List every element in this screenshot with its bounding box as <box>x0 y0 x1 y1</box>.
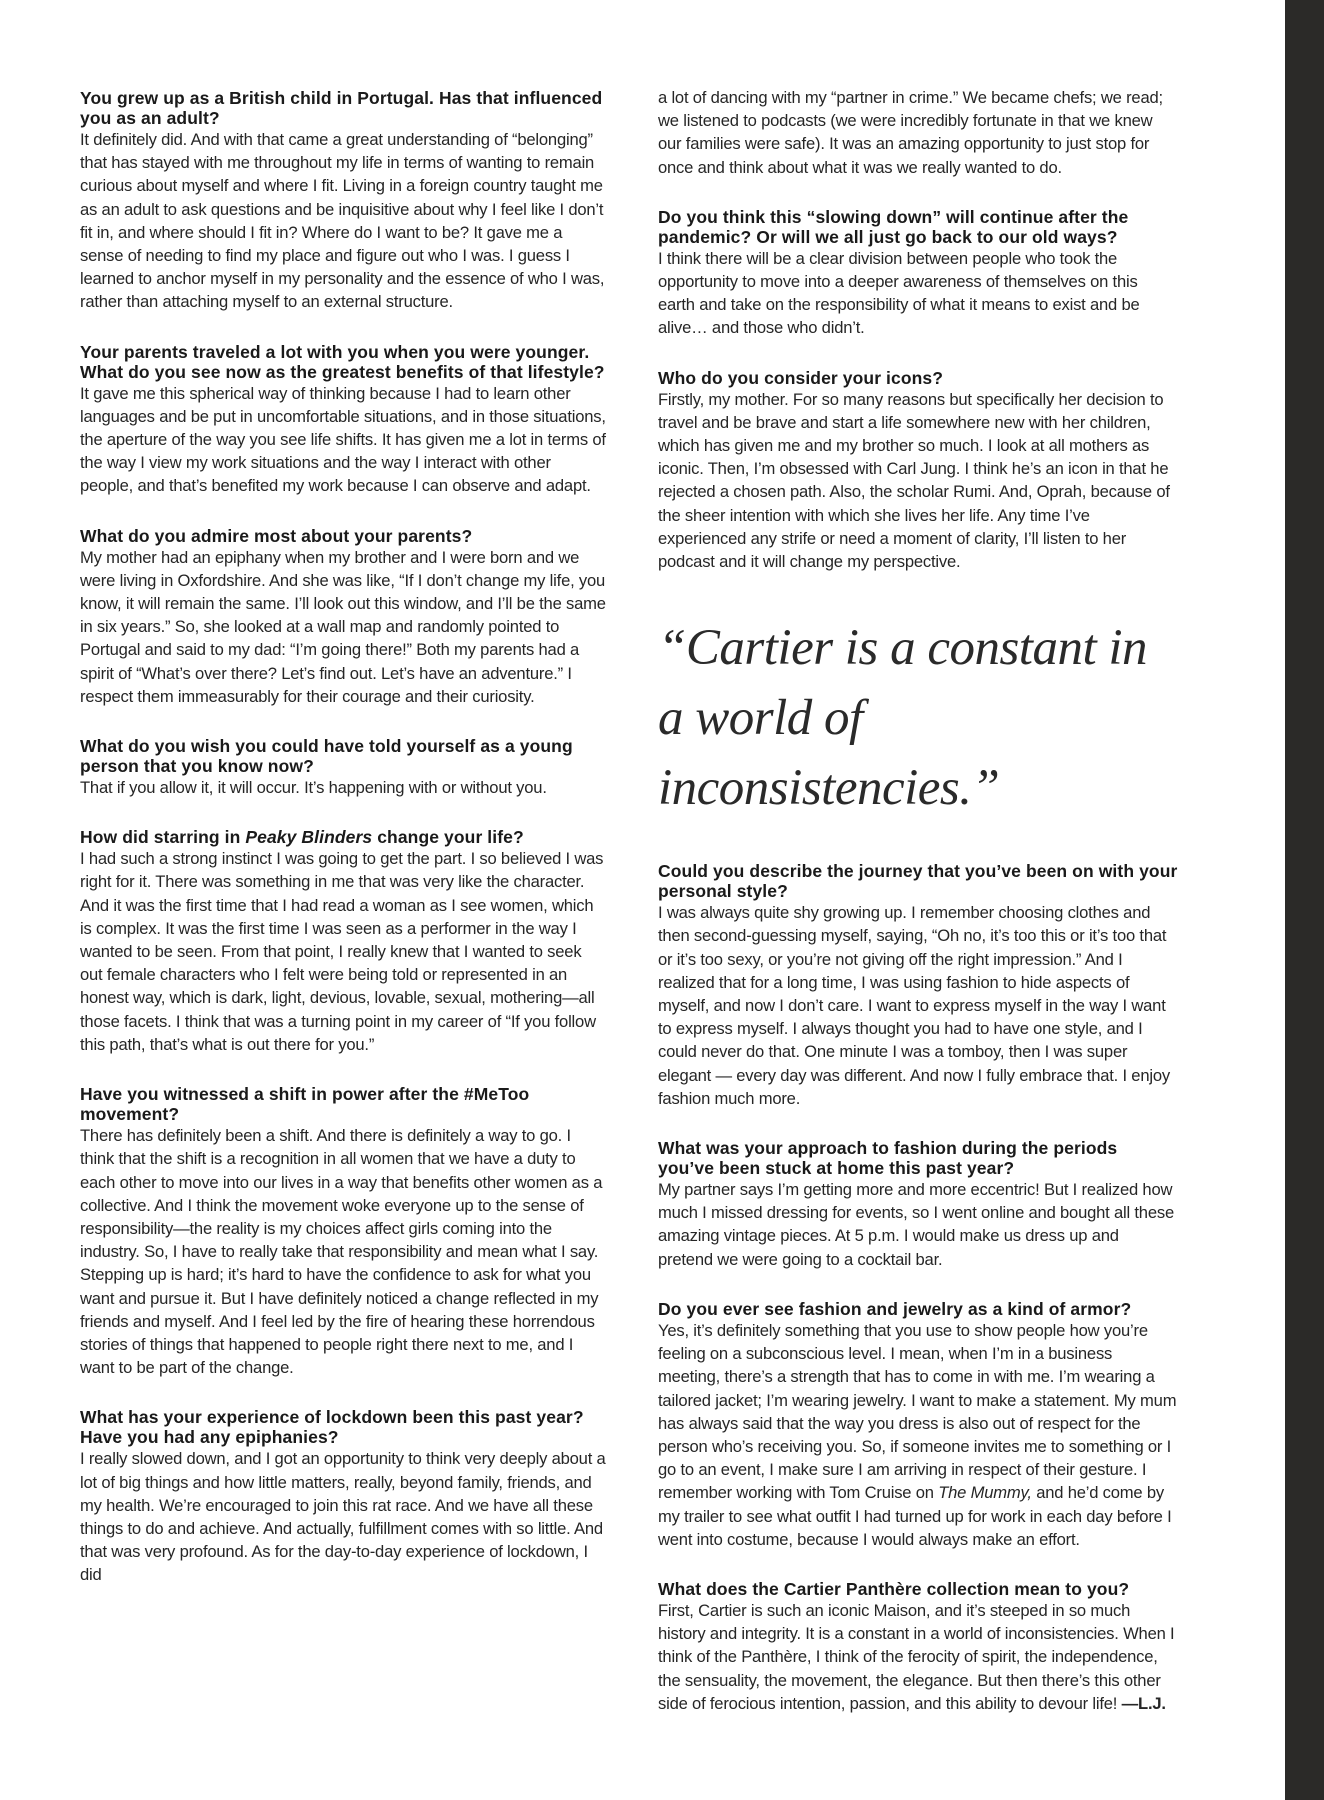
qa-block <box>80 342 608 498</box>
answer: I was always quite shy growing up. I remember choosing clothes and then second-guessing myself, saying, “Oh no, it’s too this or it’s too that or it’s too sexy, or you’re not giving off the right impression.” And I realized that for a long time, I was using fashion to hide aspects of myself, and now I don’t care. I want to express myself in the way I want to express myself. I always thought you had to have one style, and I could never do that. One minute I was a tomboy, then I was super elegant — every day was different. And now I fully embrace that. I enjoy fashion much more. <box>658 903 1170 1108</box>
qa-block <box>658 368 1178 574</box>
right-column <box>658 86 1178 1743</box>
question: Do you ever see fashion and jewelry as a kind of armor? <box>658 1298 1132 1319</box>
question: What do you wish you could have told yourself as a young person that you know now? <box>80 736 573 777</box>
question: Have you witnessed a shift in power after the #MeToo movement? <box>80 1084 530 1125</box>
question: What has your experience of lockdown been this past year? Have you had any epiphanies? <box>80 1407 584 1448</box>
answer: Firstly, my mother. For so many reasons but specifically her decision to travel and be brave and start a life somewhere new with her children, which has given me and my brother so much. I look at all mothers as iconic. Then, I’m obsessed with Carl Jung. I think he’s an icon in that he rejected a chosen path. Also, the scholar Rumi. And, Oprah, because of the sheer intention with which she lives her life. Any time I’ve experienced any strife or need a moment of clarity, I’ll listen to her podcast and it will change my perspective. <box>658 389 1170 572</box>
qa-block <box>80 1084 608 1379</box>
question: What was your approach to fashion during the periods you’ve been stuck at home this past year? <box>658 1138 1118 1179</box>
answer: It definitely did. And with that came a great understanding of “belonging” that has stayed with me throughout my life in terms of wanting to remain curious about myself and where I fit. Living in a foreign country taught me as an adult to ask questions and be inquisitive about why I feel like I don’t fit in, and where should I fit in? Where do I want to be? It gave me a sense of needing to find my place and figure out who I was. I guess I learned to anchor myself in my personality and the essence of who I was, rather than attaching myself to an external structure. <box>80 130 605 312</box>
answer-continuation: a lot of dancing with my “partner in crime.” We became chefs; we read; we listened to podcasts (we were incredibly fortunate in that we knew our families were safe). It was an amazing opportunity to just stop for once and think about what it was we really wanted to do. <box>658 88 1163 177</box>
answer: I really slowed down, and I got an opportunity to think very deeply about a lot of big things and how little matters, really, beyond family, friends, and my health. We’re encouraged to join this rat race. And we have all these things to do and achieve. And actually, fulfillment comes with so little. And that was very profound. As for the day-to-day experience of lockdown, I did <box>80 1449 606 1585</box>
qa-block <box>80 88 608 314</box>
qa-block <box>658 1299 1178 1551</box>
qa-block <box>80 827 608 1056</box>
qa-block <box>80 736 608 799</box>
qa-block <box>80 1407 608 1586</box>
question: Could you describe the journey that you’ve been on with your personal style? <box>658 861 1178 902</box>
answer: I had such a strong instinct I was going to get the part. I so believed I was right for it. There was something in me that was very like the character. And it was the first time that I had read a woman as I see women, which is complex. It was the first time I was seen as a performer in the way I wanted to be seen. From that point, I really knew that I wanted to seek out female characters who I felt were being told or represented in an honest way, which is dark, light, devious, lovable, sexual, mothering—all those facets. I think that was a turning point in my career of “If you follow this path, that’s what is out there for you.” <box>80 849 604 1054</box>
question <box>80 827 608 847</box>
question: You grew up as a British child in Portugal. Has that influenced you as an adult? <box>80 88 603 128</box>
film-title: The Mummy, <box>938 1483 1032 1503</box>
answer <box>658 1599 1178 1715</box>
answer: My partner says I’m getting more and more eccentric! But I realized how much I missed dressing for events, so I went online and bought all these amazing vintage pieces. At 5 p.m. I would make us dress up and pretend we were going to a cocktail bar. <box>658 1180 1174 1269</box>
question-part: change your life? <box>372 827 524 848</box>
answer-part: First, Cartier is such an iconic Maison, and it’s steeped in so much history and integrity. It is a constant in a world of inconsistencies. When I think of the Panthère, I think of the ferocity of spirit, the independence, the sensuality, the movement, the elegance. But then there’s this other side of ferocious intention, passion, and this ability to devour life! <box>658 1600 1175 1713</box>
question-part: How did starring in <box>80 827 246 848</box>
answer: There has definitely been a shift. And there is definitely a way to go. I think that the shift is a recognition in all women that we have a duty to each other to move into our lives in a way that benefits other women as a collective. And I think the movement woke everyone up to the sense of responsibility—the reality is my choices affect girls coming into the industry. So, I have to really take that responsibility and mean what I say. Stepping up is hard; it’s hard to have the confidence to ask for what you want and pursue it. But I have definitely noticed a change reflected in my friends and myself. And I feel led by the fire of hearing these horrendous stories of things that happened to people right there next to me, and I want to be part of the change. <box>80 1126 603 1378</box>
question: What does the Cartier Panthère collection mean to you? <box>658 1578 1130 1599</box>
show-title: Peaky Blinders <box>245 827 373 848</box>
answer: I think there will be a clear division between people who took the opportunity to move into a deeper awareness of themselves on this earth and take on the responsibility of what it means to exist and be alive… and those who didn’t. <box>658 248 1140 338</box>
answer <box>658 1319 1178 1551</box>
question: Do you think this “slowing down” will continue after the pandemic? Or will we all just go back to our old ways? <box>658 206 1129 247</box>
question: What do you admire most about your parents? <box>80 525 473 546</box>
question: Your parents traveled a lot with you when you were younger. What do you see now as the greatest benefits of that lifestyle? <box>80 341 605 382</box>
pull-quote: “Cartier is a constant in a world of inconsistencies.” <box>658 620 1148 817</box>
answer: That if you allow it, it will occur. It’s happening with or without you. <box>80 778 547 798</box>
left-column <box>80 88 608 1615</box>
qa-block <box>658 207 1178 340</box>
answer: It gave me this spherical way of thinking because I had to learn other languages and be put in uncomfortable situations, and in those situations, the aperture of the way you see life shifts. It has given me a lot in terms of the way I view my work situations and the way I interact with other people, and that’s benefited my work because I can observe and adapt. <box>80 383 606 496</box>
qa-block <box>658 1138 1178 1271</box>
qa-block <box>658 1579 1178 1715</box>
answer-part: Yes, it’s definitely something that you use to show people how you’re feeling on a subconscious level. I mean, when I’m in a business meeting, there’s a strength that has to come in with me. I’m wearing a tailored jacket; I’m wearing jewelry. I want to make a statement. My mum has always said that the way you dress is also out of respect for the person who’s receiving you. So, if someone invites me to something or I go to an event, I make sure I am arriving in respect of their gesture. I remember working with Tom Cruise on <box>658 1320 1177 1503</box>
qa-block <box>80 526 608 708</box>
qa-block <box>658 861 1178 1110</box>
question: Who do you consider your icons? <box>658 367 944 388</box>
answer: My mother had an epiphany when my brother and I were born and we were living in Oxfordshire. And she was like, “If I don’t change my life, you know, it will remain the same. I’ll look out this window, and I’ll be the same in six years.” So, she looked at a wall map and randomly pointed to Portugal and said to my dad: “I’m going there!” Both my parents had a spirit of “What’s over there? Let’s find out. Let’s have an adventure.” I respect them immeasurably for their courage and their curiosity. <box>80 547 606 706</box>
author-signature: —L.J. <box>1121 1693 1166 1713</box>
answer-part: and he’d come by my trailer to see what outfit I had turned up for work in each day before I went into costume, because I would always make an effort. <box>658 1483 1172 1549</box>
page-edge-bar <box>1285 0 1324 1800</box>
